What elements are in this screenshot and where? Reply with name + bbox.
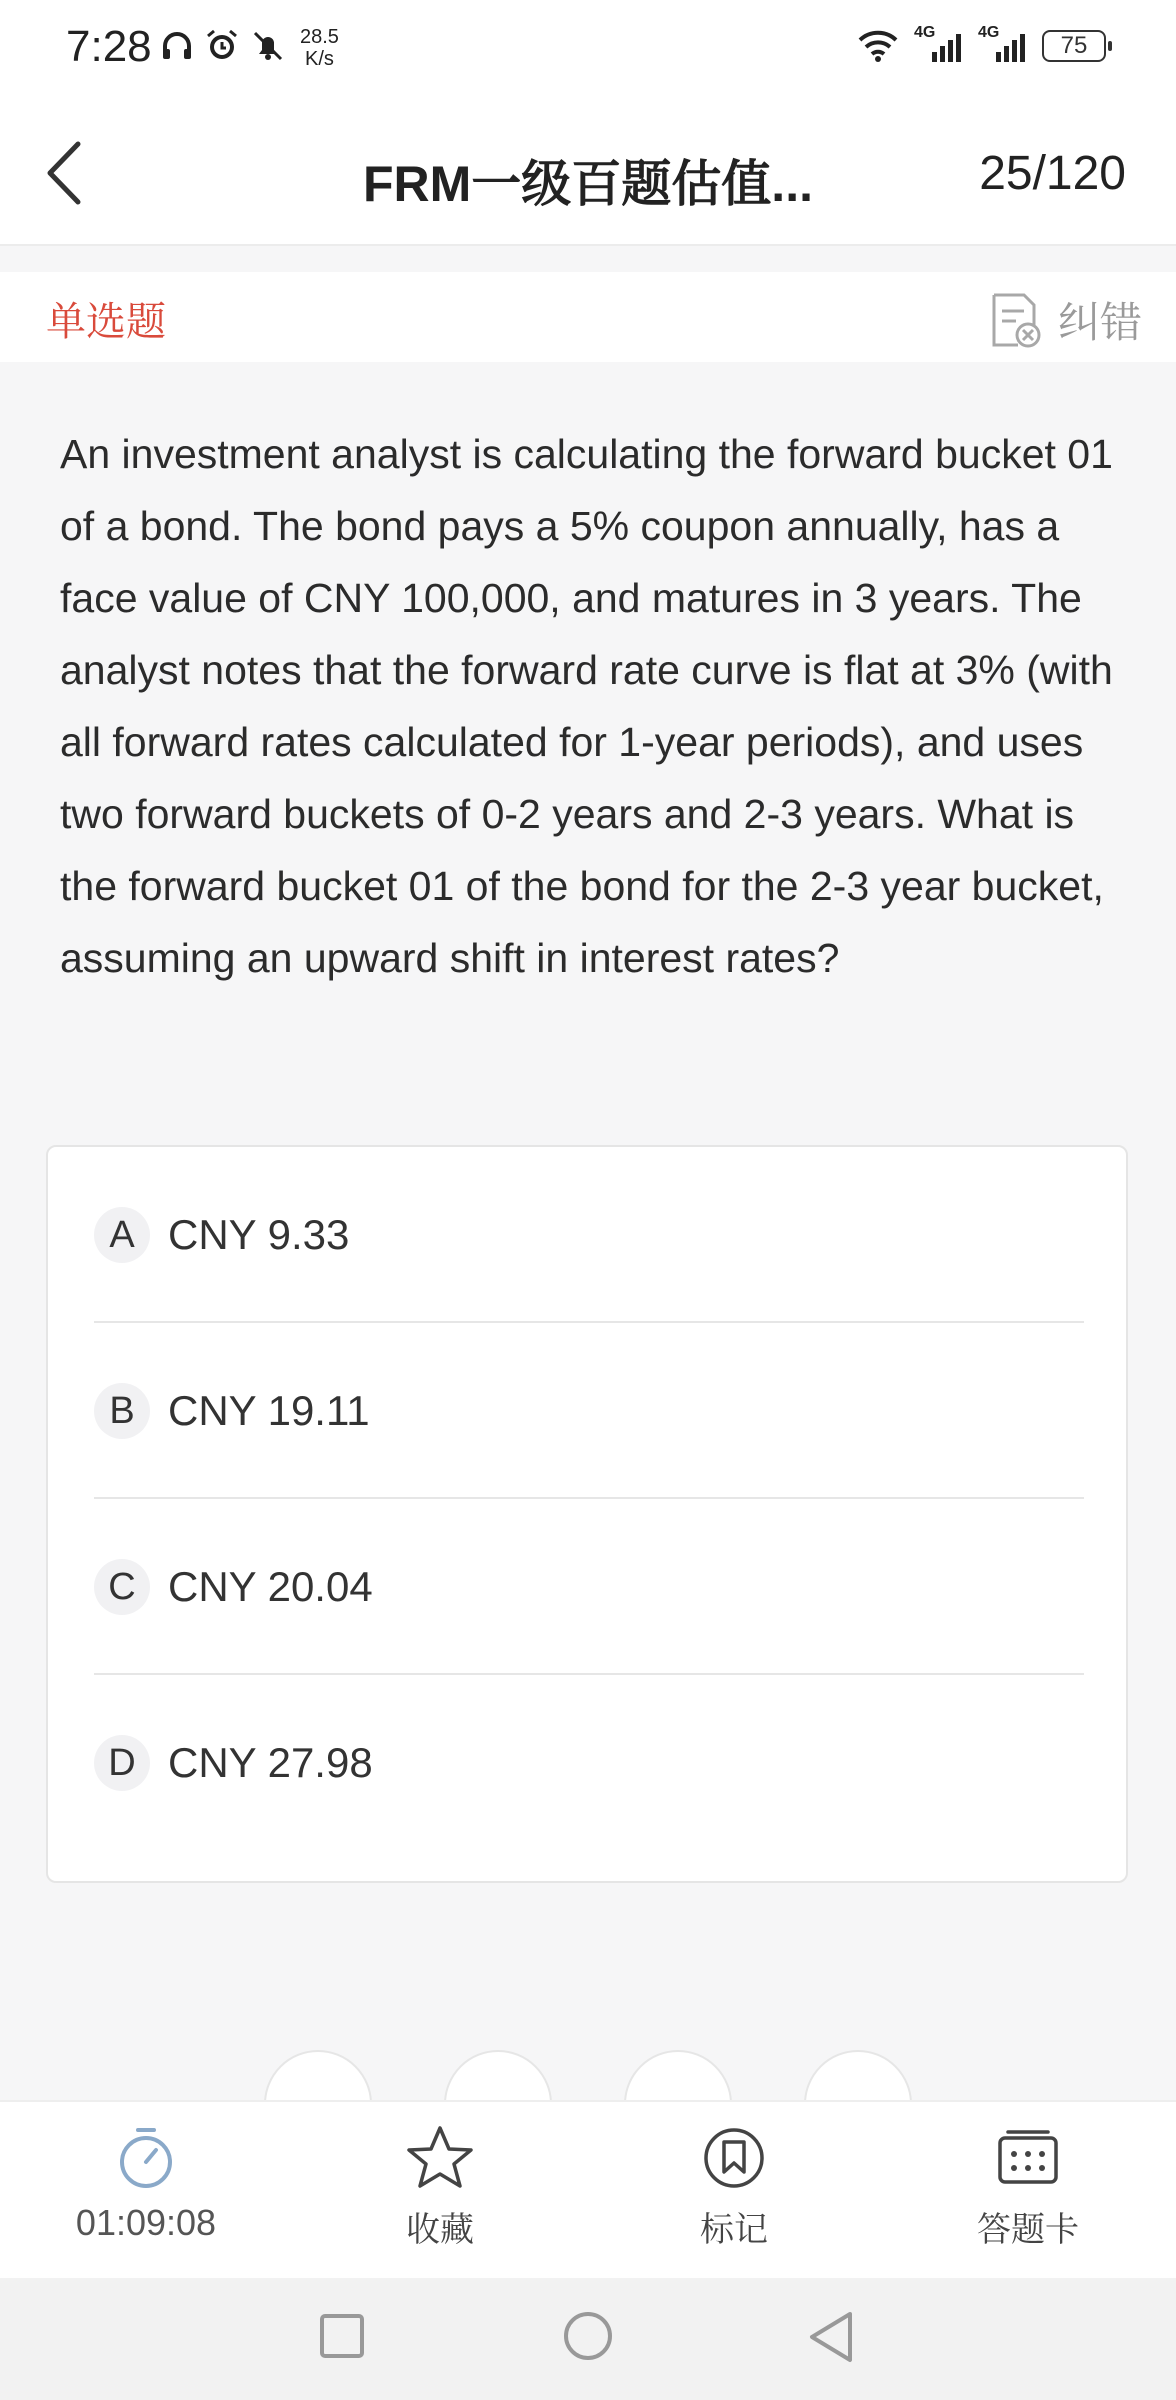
option-letter: B	[94, 1383, 150, 1439]
bottom-toolbar	[0, 2100, 1176, 2280]
option-text: CNY 27.98	[168, 1739, 373, 1786]
timer-value: 01:09:08	[75, 2202, 217, 2243]
network-type-2: 4G	[978, 24, 1000, 41]
option-c[interactable]	[94, 1499, 1084, 1675]
page-title: FRM一级百题估值...	[363, 156, 813, 212]
question-type: 单选题	[46, 300, 166, 344]
option-text: CNY 19.11	[168, 1387, 370, 1434]
network-speed-value: 28.5	[300, 26, 339, 48]
status-bar	[0, 0, 1176, 100]
network-type-1: 4G	[914, 24, 936, 41]
answer-circle-c[interactable]	[624, 2050, 732, 2100]
square-icon	[318, 2310, 366, 2362]
favorite-button[interactable]	[340, 2120, 540, 2251]
network-speed	[300, 26, 339, 70]
status-time: 7:28	[66, 22, 152, 71]
network-speed-unit: K/s	[305, 48, 334, 70]
option-letter: C	[94, 1559, 150, 1615]
option-b[interactable]	[94, 1323, 1084, 1499]
bookmark-icon	[702, 2126, 766, 2190]
home-button[interactable]	[562, 2310, 614, 2367]
stopwatch-icon	[116, 2126, 176, 2190]
mute-bell-icon	[250, 28, 286, 64]
timer-icon-wrap	[46, 2120, 246, 2196]
answer-circle-b[interactable]	[444, 2050, 552, 2100]
favorite-icon-wrap	[340, 2120, 540, 2196]
question-type-bar	[0, 272, 1176, 362]
option-text: CNY 9.33	[168, 1211, 350, 1258]
header-bar	[0, 100, 1176, 246]
option-letter: A	[94, 1207, 150, 1263]
option-a[interactable]	[94, 1147, 1084, 1323]
answer-card-button[interactable]	[928, 2120, 1128, 2251]
report-error-label: 纠错	[1057, 299, 1142, 346]
circle-icon	[562, 2310, 614, 2362]
signal-2	[978, 24, 1028, 64]
answer-circles-row	[0, 2050, 1176, 2100]
status-icons-right	[856, 24, 1106, 64]
option-text: CNY 20.04	[168, 1563, 373, 1610]
answer-circle-d[interactable]	[804, 2050, 912, 2100]
status-icons-left	[160, 28, 286, 64]
signal-bars-icon	[914, 28, 964, 64]
mark-button[interactable]	[634, 2120, 834, 2251]
mark-label: 标记	[700, 2211, 768, 2249]
option-d[interactable]	[94, 1675, 1084, 1851]
recents-button[interactable]	[318, 2310, 366, 2367]
answer-circle-a[interactable]	[264, 2050, 372, 2100]
answer-card-icon	[996, 2128, 1060, 2188]
report-error-button[interactable]	[988, 290, 1142, 350]
signal-1	[914, 24, 964, 64]
report-error-icon	[988, 291, 1044, 349]
question-counter: 25/120	[979, 147, 1126, 200]
favorite-label: 收藏	[406, 2211, 474, 2249]
headphones-icon	[160, 29, 194, 63]
battery-indicator: 75	[1042, 30, 1106, 62]
star-icon	[405, 2124, 475, 2192]
answer-card-icon-wrap	[928, 2120, 1128, 2196]
timer-button[interactable]	[46, 2120, 246, 2244]
system-nav-bar	[0, 2278, 1176, 2400]
wifi-icon	[856, 28, 900, 64]
triangle-back-icon	[806, 2310, 856, 2364]
options-card	[46, 1145, 1128, 1883]
option-letter: D	[94, 1735, 150, 1791]
alarm-icon	[204, 28, 240, 64]
answer-card-label: 答题卡	[977, 2211, 1079, 2249]
question-text: An investment analyst is calculating the forward bucket 01 of a bond. The bond pays a 5% coupon annually, has a face value of CNY 100,000, and matures in 3 years. The analyst notes that the forward rate curve is flat at 3% (with all forward rates calculated for 1-year periods), and uses two forward buckets of 0-2 years and 2-3 years. What is the forward bucket 01 of the bond for the 2-3 year bucket, assuming an upward shift in interest rates?	[60, 431, 1113, 981]
signal-bars-icon	[978, 28, 1028, 64]
mark-icon-wrap	[634, 2120, 834, 2196]
back-nav-button[interactable]	[806, 2310, 856, 2369]
